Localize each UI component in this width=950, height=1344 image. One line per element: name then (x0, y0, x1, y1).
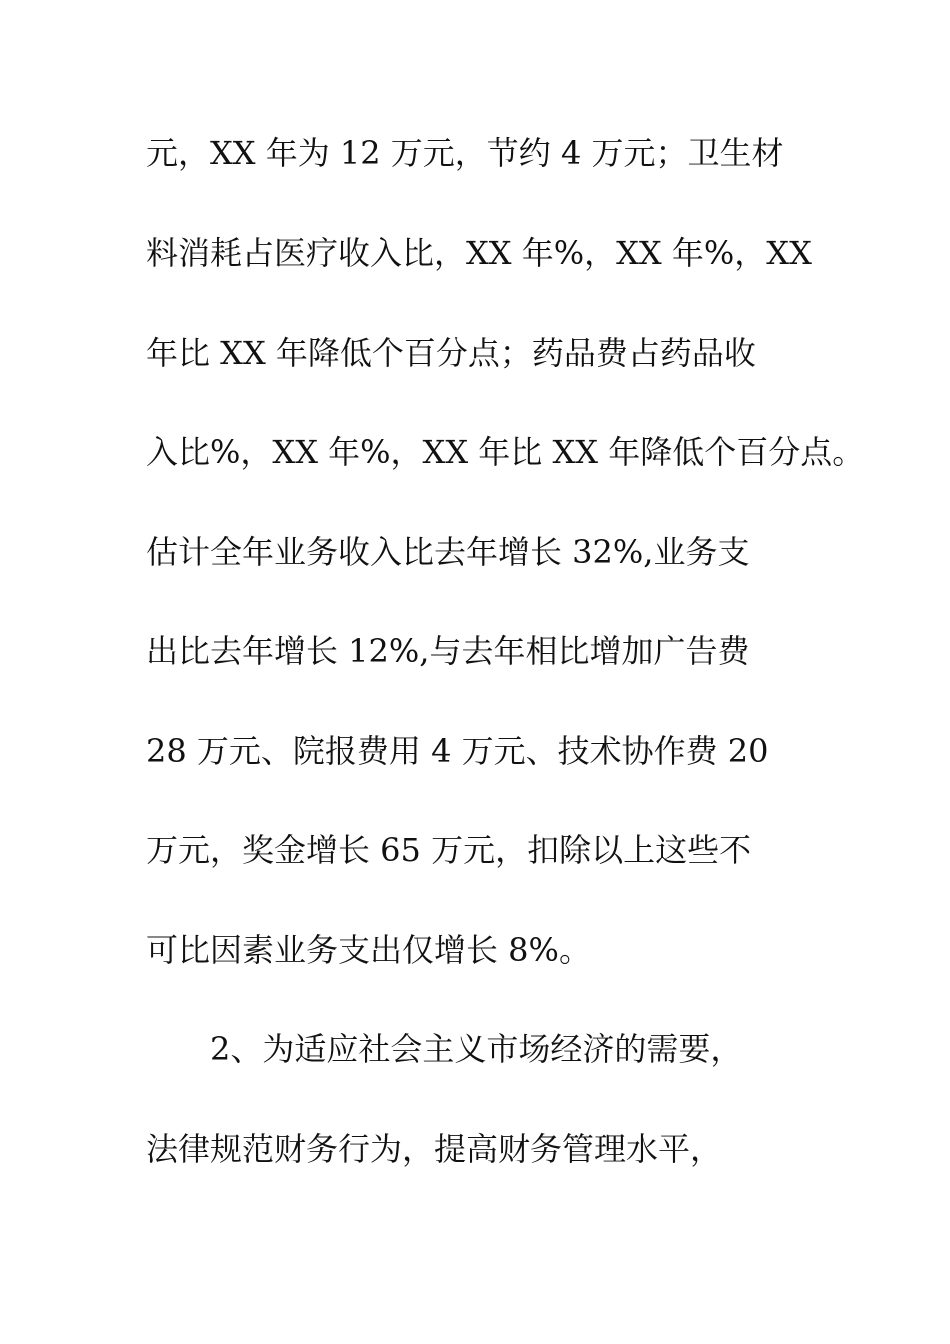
paragraph-heading-line: 2、为适应社会主义市场经济的需要， (210, 1030, 743, 1068)
text-line: 出比去年增长 12%,与去年相比增加广告费 (146, 632, 750, 670)
text-line: 料消耗占医疗收入比，XX 年%，XX 年%，XX (146, 234, 812, 272)
text-line: 可比因素业务支出仅增长 8%。 (146, 931, 591, 969)
text-line: 元，XX 年为 12 万元，节约 4 万元；卫生材 (146, 134, 784, 172)
text-line: 万元，奖金增长 65 万元，扣除以上这些不 (146, 831, 752, 869)
text-line: 入比%，XX 年%，XX 年比 XX 年降低个百分点。 (146, 433, 865, 471)
text-line: 年比 XX 年降低个百分点；药品费占药品收 (146, 334, 756, 372)
text-line: 28 万元、院报费用 4 万元、技术协作费 20 (146, 732, 769, 770)
text-line: 估计全年业务收入比去年增长 32%,业务支 (146, 533, 750, 571)
text-line: 法律规范财务行为，提高财务管理水平， (146, 1130, 723, 1168)
